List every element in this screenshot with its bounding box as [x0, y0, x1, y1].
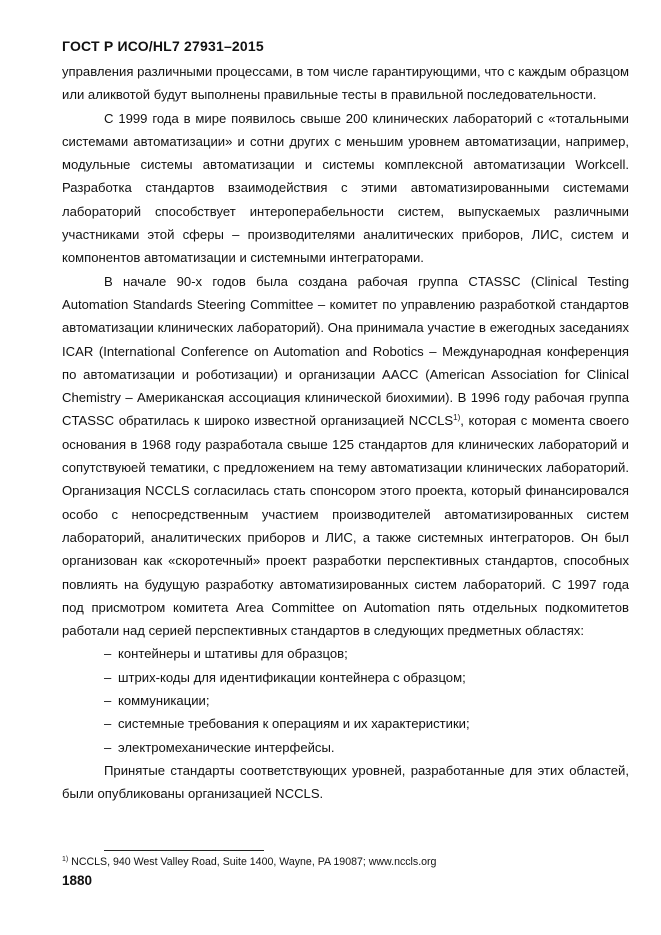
list-item: – электромеханические интерфейсы. — [62, 736, 629, 759]
list-item: – системные требования к операциям и их характеристики; — [62, 712, 629, 735]
list-dash: – — [104, 669, 112, 685]
footnote-reference: 1) — [453, 413, 461, 423]
footnote-marker: 1) — [62, 856, 69, 863]
paragraph-ctassc — [62, 270, 629, 643]
footnote-divider — [104, 850, 264, 851]
page-number: 1880 — [62, 873, 93, 888]
paragraph-ctassc-part2: , которая с момента своего основания в 1968 году разработала свыше 125 стандартов для клинических лабораторий и сопутствуюей тематики, с предложением на тему автоматизации клинических лабораторий. Организация NCCLS согласилась стать спонсором этого проекта, который финансировался особо с непосредственным участием производителей автоматизированных систем лабораторий, аналитических приборов и ЛИС, а также системных интеграторов. Он был организован как «скоротечный» проект разработки перспективных стандартов, способных повлиять на будущую разработку автоматизированных систем лабораторий. С 1997 года под присмотром комитета Area Committee on Automation пять отдельных подкомитетов работали над серией перспективных стандартов в следующих предметных областях: — [62, 413, 629, 639]
paragraph-ctassc-part1: В начале 90-х годов была создана рабочая группа CTASSC (Clinical Testing Automation Standards Steering Committee – комитет по управлению разработкой стандартов автоматизации клинических лабораторий). Она принимала участие в ежегодных заседаниях ICAR (International Conference on Automation and Robotics – Международная конференция по автоматизации и роботизации) и организации AACC (American Association for Clinical Chemistry – Американская ассоциация клинической биохимии). В 1996 году рабочая группа CTASSC обратилась к широко известной организацией NCCLS — [62, 273, 629, 429]
list-item: – штрих-коды для идентификации контейнера с образцом; — [62, 666, 629, 689]
list-dash: – — [104, 693, 112, 709]
body-text — [62, 60, 629, 806]
paragraph-standards-published: Принятые стандарты соответствующих уровней, разработанные для этих областей, были опубликованы организацией NCCLS. — [62, 762, 629, 802]
paragraph-continuation: управления различными процессами, в том числе гарантирующими, что с каждым образцом или аликвотой будут выполнены правильные тесты в правильной последовательности. — [62, 64, 629, 103]
paragraph-1999-automation: С 1999 года в мире появилось свыше 200 клинических лабораторий с «тотальными системами автоматизации» и сотни других с меньшим уровнем автоматизации, например, модульные системы автоматизации и системы комплексной автоматизации Workcell. Разработка стандартов взаимодействия с этими автоматизированными системами лабораторий способствует интероперабельности систем, выпускаемых различными участниками этой сферы – производителями аналитических приборов, ЛИС, систем и компонентов автоматизации и системными интеграторами. — [62, 110, 629, 266]
list-item: – коммуникации; — [62, 689, 629, 712]
list-dash: – — [104, 739, 112, 755]
subject-areas-list — [62, 642, 629, 758]
footnote-text: NCCLS, 940 West Valley Road, Suite 1400, Wayne, PA 19087; www.nccls.org — [68, 856, 437, 868]
footnote — [62, 856, 436, 868]
document-header: ГОСТ Р ИСО/HL7 27931–2015 — [62, 38, 264, 54]
list-dash: – — [104, 716, 112, 732]
list-dash: – — [104, 646, 112, 662]
list-item: – контейнеры и штативы для образцов; — [62, 642, 629, 665]
